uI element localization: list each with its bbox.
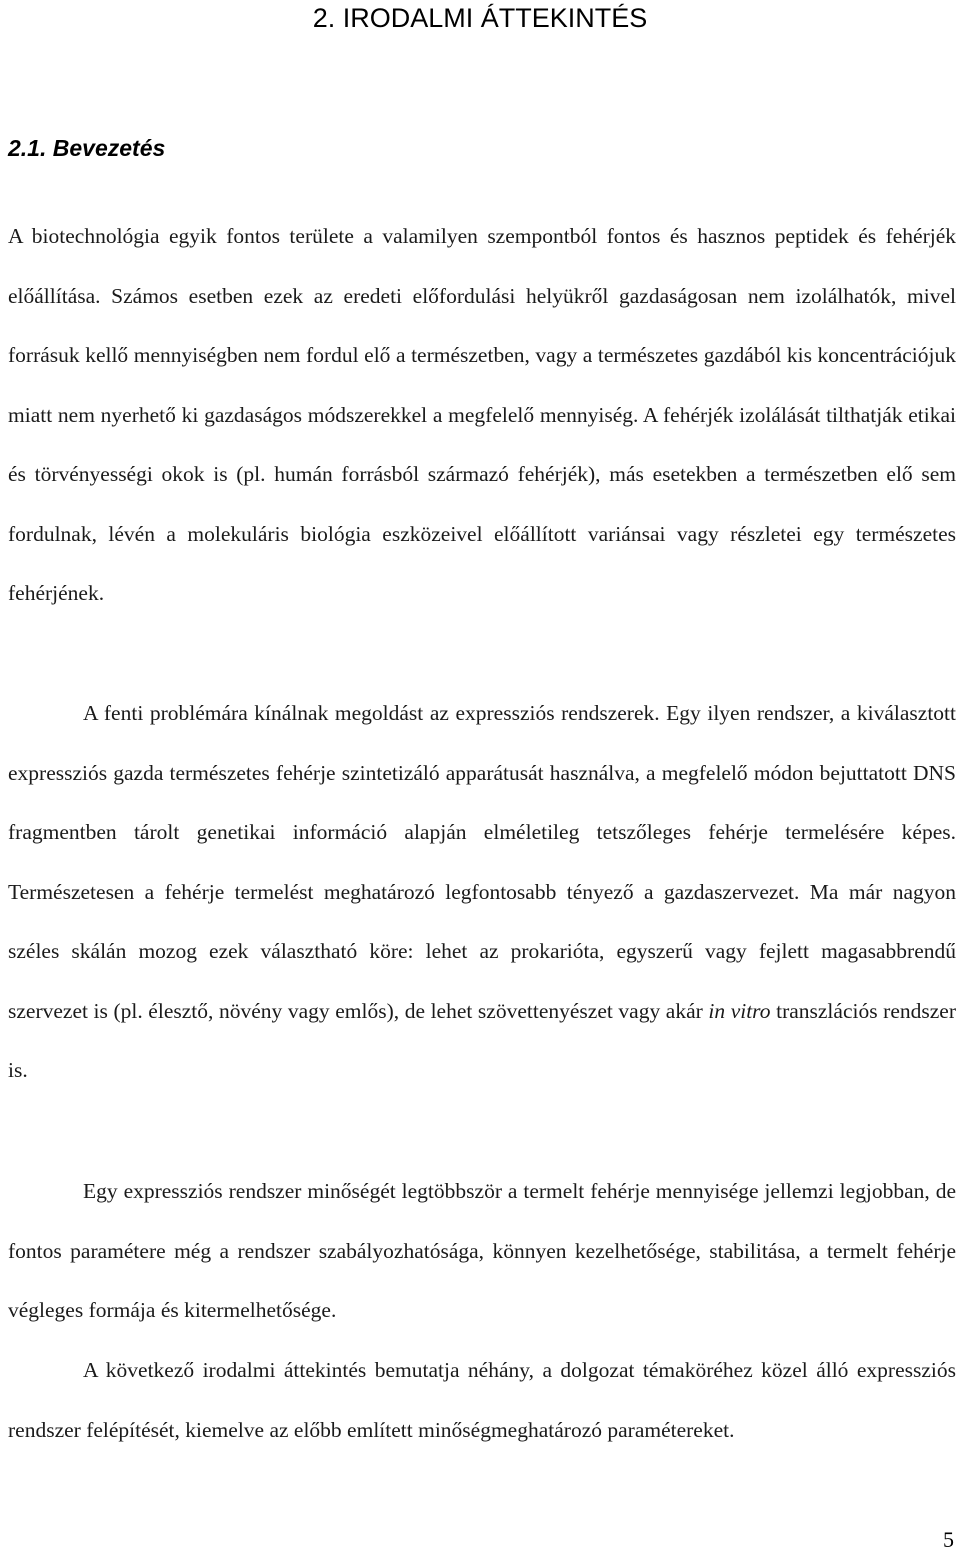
chapter-title: 2. IRODALMI ÁTTEKINTÉS [312,3,648,33]
italic-term: in vitro [708,998,771,1023]
page-number: 5 [943,1527,954,1552]
paragraph-text-before-italic: A fenti problémára kínálnak megoldást az expressziós rendszerek. Egy ilyen rendszer, a kiválasztott expressziós gazda természetes fehérje szintetizáló apparátusát használva, a megfelelő módon bejuttatott DNS fragmentben tárolt genetikai információ alapján elméletileg tetszőleges fehérje termelésére képes. Természetesen a fehérje termelést meghatározó legfontosabb tényező a gazdaszervezet. Ma már nagyon széles skálán mozog ezek választható köre: lehet az prokarióta, egyszerű vagy fejlett magasabbrendű szervezet is (pl. élesztő, növény vagy emlős), de lehet szövettenyészet vagy akár [8,701,956,1023]
paragraph-overview: A következő irodalmi áttekintés bemutatja néhány, a dolgozat témaköréhez közel álló expressziós rendszer felépítését, kiemelve az előbb említett minőségmeghatározó paramétereket. [8,1358,956,1442]
paragraph-expression-systems [8,684,956,1101]
paragraph-text-after-italic: transzlációs rendszer is. [8,998,956,1082]
section-title: 2.1. Bevezetés [8,135,166,161]
paragraph-quality: Egy expressziós rendszer minőségét legtöbbször a termelt fehérje mennyisége jellemzi legjobban, de fontos paramétere még a rendszer szabályozhatósága, könnyen kezelhetősége, stabilitása, a termelt fehérje végleges formája és kitermelhetősége. [8,1179,956,1322]
paragraph-intro: A biotechnológia egyik fontos területe a valamilyen szempontból fontos és hasznos peptidek és fehérjék előállítása. Számos esetben ezek az eredeti előfordulási helyükről gazdaságosan nem izolálhatók, mivel forrásuk kellő mennyiségben nem fordul elő a természetben, vagy a természetes gazdából kis koncentrációjuk miatt nem nyerhető ki gazdaságos módszerekkel a megfelelő mennyiség. A fehérjék izolálását tilthatják etikai és törvényességi okok is (pl. humán forrásból származó fehérjék), más esetekben a természetben elő sem fordulnak, lévén a molekuláris biológia eszközeivel előállított variánsai vagy részletei egy természetes fehérjének. [8,224,956,605]
